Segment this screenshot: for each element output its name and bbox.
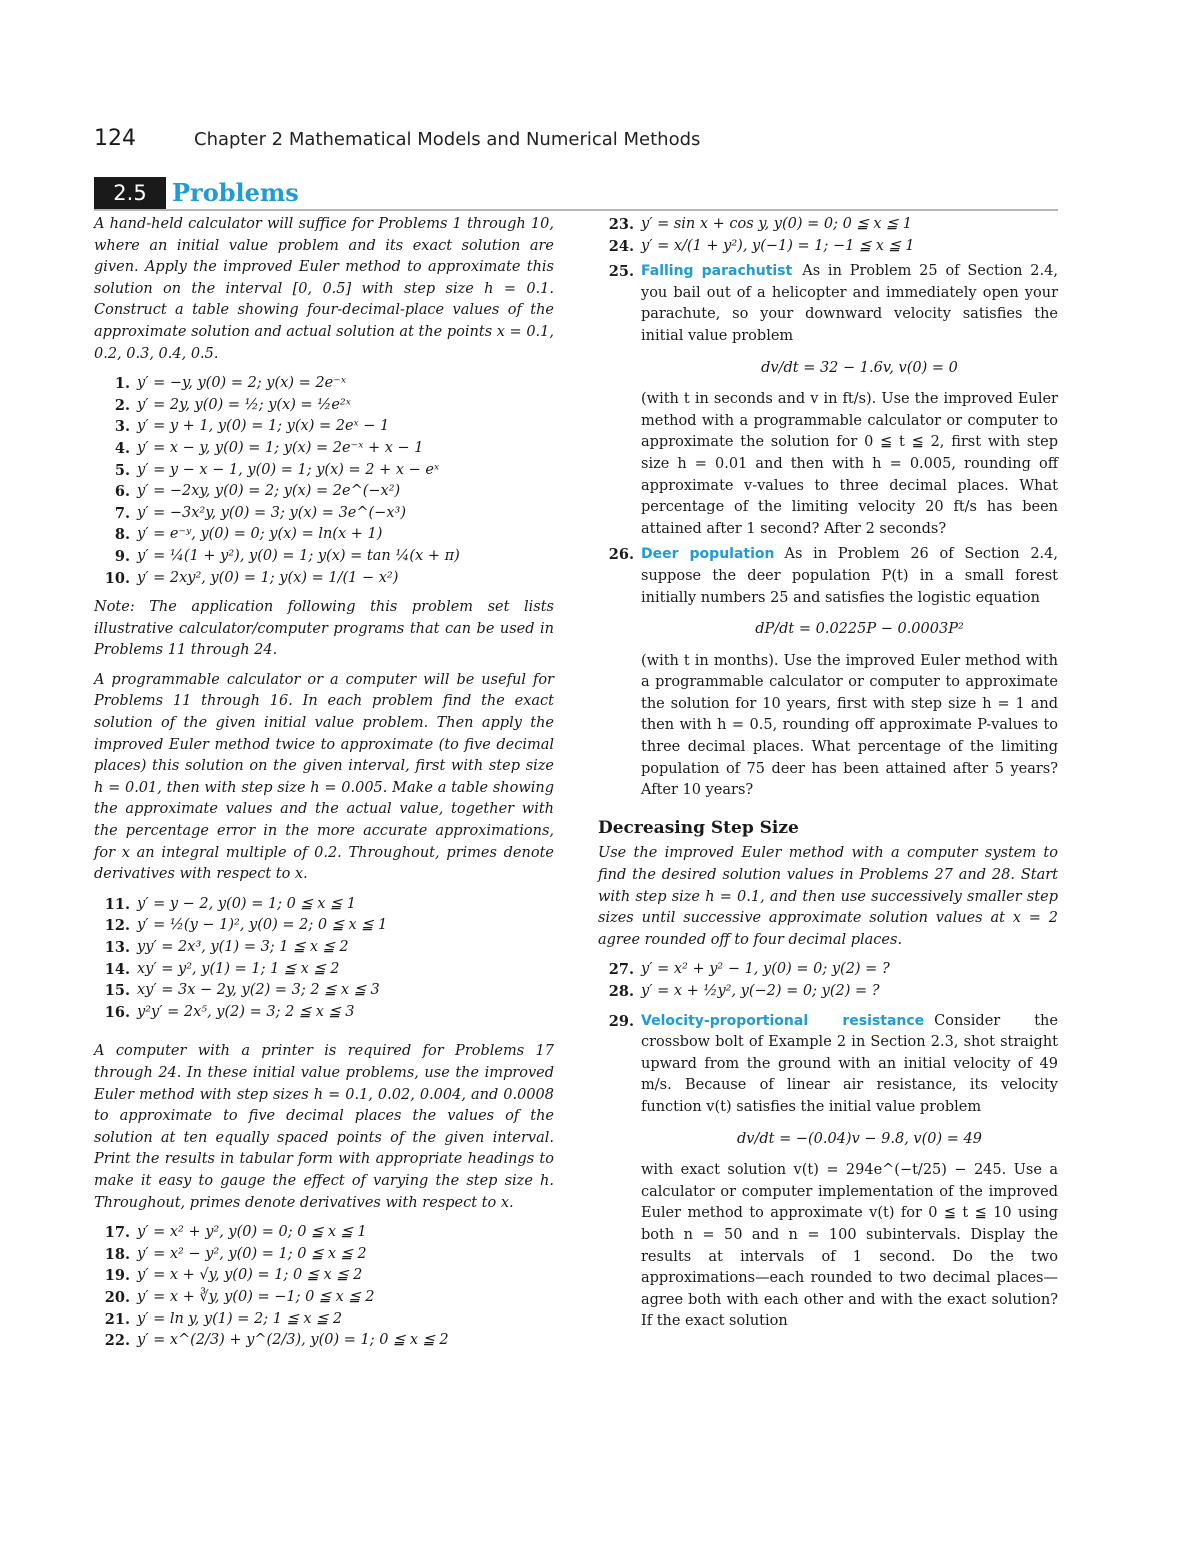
section-heading	[94, 177, 1058, 211]
problem-item	[94, 503, 554, 525]
problem-equation: y′ = y − x − 1, y(0) = 1; y(x) = 2 + x − eˣ	[137, 461, 440, 478]
note: Note: The application following this problem set lists illustrative calculator/computer programs that can be used in Problems 11 through 24.	[94, 599, 554, 659]
problem-equation: y′ = x + ∛y, y(0) = −1; 0 ≦ x ≦ 2	[137, 1288, 375, 1305]
problem-equation: y′ = x² + y² − 1, y(0) = 0; y(2) = ?	[641, 961, 890, 978]
problem-number: 8.	[114, 526, 130, 544]
problem-number: 28.	[608, 983, 634, 1000]
instructions-11-16: A programmable calculator or a computer will be useful for Problems 11 through 16. In each problem find the exact solution of the given initial value problem. Then apply the improved Euler method twice to approximate (to five decimal places) this solution on the given interval, first with step size h = 0.01, then with step size h = 0.005. Make a table showing the approximate values and the actual value, together with the percentage error in the more accurate approximations, for x an integral multiple of 0.2. Throughout, primes denote derivatives with respect to x.	[94, 671, 554, 883]
problem-equation: y′ = x² − y², y(0) = 1; 0 ≦ x ≦ 2	[137, 1245, 367, 1262]
problem-list-11-16	[94, 894, 554, 1024]
section-number: 2.5	[94, 177, 166, 209]
topic-deer-population: Deer population	[641, 546, 775, 563]
problem-number: 3.	[114, 418, 130, 436]
problem-number: 5.	[114, 461, 130, 479]
problem-equation: y′ = 2xy², y(0) = 1; y(x) = 1/(1 − x²)	[137, 569, 399, 586]
problem-equation: y′ = −3x²y, y(0) = 3; y(x) = 3e^(−x³)	[137, 504, 406, 521]
display-equation: dv/dt = 32 − 1.6v, v(0) = 0	[761, 359, 958, 376]
problem-item	[94, 959, 554, 981]
problem-number: 6.	[114, 483, 130, 501]
problem-number: 12.	[104, 917, 130, 935]
display-equation: dP/dt = 0.0225P − 0.0003P²	[755, 621, 964, 638]
problem-equation: y′ = y − 2, y(0) = 1; 0 ≦ x ≦ 1	[137, 895, 357, 912]
problem-text: Consider the crossbow bolt of Example 2 in Section 2.3, shot straight upward from the ground with an initial velocity of 49 m/s. Because of linear air resistance, its velocity function v(t) satisfies the initial value problem	[641, 1012, 1058, 1115]
problem-number: 20.	[104, 1288, 130, 1306]
problem-number: 22.	[104, 1332, 130, 1350]
problem-number: 29.	[608, 1012, 634, 1030]
problem-25	[598, 261, 1058, 540]
problem-equation: y′ = y + 1, y(0) = 1; y(x) = 2eˣ − 1	[137, 418, 390, 435]
problem-number: 27.	[608, 961, 634, 979]
problem-equation: y′ = ¼(1 + y²), y(0) = 1; y(x) = tan ¼(x + π)	[137, 547, 460, 564]
problem-text: (with t in months). Use the improved Euler method with a programmable calculator or computer to approximate the solution for 10 years, first with step size h = 1 and then with h = 0.5, rounding off approximate P-values to three decimal places. What percentage of the limiting population of 75 deer has been attained after 5 years? After 10 years?	[641, 652, 1058, 799]
problem-number: 15.	[104, 982, 130, 1000]
problem-equation: xy′ = 3x − 2y, y(2) = 3; 2 ≦ x ≦ 3	[137, 982, 380, 999]
problem-item	[94, 1222, 554, 1244]
problem-equation: y′ = −y, y(0) = 2; y(x) = 2e⁻ˣ	[137, 375, 346, 392]
problem-equation: y′ = e⁻ʸ, y(0) = 0; y(x) = ln(x + 1)	[137, 526, 383, 543]
problem-number: 24.	[608, 237, 634, 255]
problem-equation: y′ = x + √y, y(0) = 1; 0 ≦ x ≦ 2	[137, 1267, 363, 1284]
topic-velocity-proportional-resistance: Velocity-proportional resistance	[641, 1012, 925, 1029]
problem-item	[94, 1330, 554, 1352]
problem-29	[598, 1011, 1058, 1333]
problem-text: As in Problem 25 of Section 2.4, you bail out of a helicopter and immediately open your parachute, so your downward velocity satisfies the initial value problem	[641, 263, 1058, 344]
problem-item	[94, 1244, 554, 1266]
section-title: Problems	[172, 178, 299, 207]
problem-item	[94, 937, 554, 959]
subsection-title: Decreasing Step Size	[598, 817, 799, 838]
problem-item	[94, 481, 554, 503]
problem-item	[598, 214, 1058, 236]
problem-item	[94, 915, 554, 937]
problem-list-17-22	[94, 1222, 554, 1352]
problem-number: 9.	[114, 547, 130, 565]
problem-item	[94, 980, 554, 1002]
problem-equation: y′ = x² + y², y(0) = 0; 0 ≦ x ≦ 1	[137, 1224, 367, 1241]
left-column	[94, 214, 554, 1360]
problem-text: As in Problem 26 of Section 2.4, suppose the deer population P(t) in a small forest initially numbers 25 and satisfies the logistic equation	[641, 546, 1058, 606]
instructions-27-28: Use the improved Euler method with a computer system to find the desired solution values in Problems 27 and 28. Start with step size h = 0.1, and then use successively smaller step sizes until successive approximate solution values at x = 2 agree rounded off to four decimal places.	[598, 845, 1058, 948]
problem-equation: y′ = x/(1 + y²), y(−1) = 1; −1 ≦ x ≦ 1	[641, 237, 915, 254]
page-number: 124	[94, 126, 136, 151]
problem-item	[94, 373, 554, 395]
topic-falling-parachutist: Falling parachutist	[641, 263, 793, 280]
problem-item	[598, 236, 1058, 258]
problem-equation: xy′ = y², y(1) = 1; 1 ≦ x ≦ 2	[137, 960, 340, 977]
problem-item	[94, 395, 554, 417]
problem-item	[94, 1287, 554, 1309]
problem-item	[94, 438, 554, 460]
problem-item	[94, 1309, 554, 1331]
problem-equation: y′ = 2y, y(0) = ½; y(x) = ½e²ˣ	[137, 396, 351, 413]
problem-number: 23.	[608, 216, 634, 233]
problem-number: 13.	[104, 939, 130, 956]
problem-number: 26.	[608, 546, 634, 564]
chapter-title: Chapter 2 Mathematical Models and Numerical Methods	[194, 129, 701, 150]
problem-item	[94, 1265, 554, 1287]
problem-equation: y²y′ = 2x⁵, y(2) = 3; 2 ≦ x ≦ 3	[137, 1003, 355, 1020]
problem-item	[598, 959, 1058, 981]
problem-list-27-28	[598, 959, 1058, 1002]
problem-equation: y′ = −2xy, y(0) = 2; y(x) = 2e^(−x²)	[137, 483, 401, 500]
problem-26	[598, 544, 1058, 802]
problem-item	[94, 460, 554, 482]
problem-equation: y′ = x − y, y(0) = 1; y(x) = 2e⁻ˣ + x − 1	[137, 439, 424, 456]
problem-equation: y′ = x + ½y², y(−2) = 0; y(2) = ?	[641, 983, 880, 999]
problem-number: 1.	[114, 375, 130, 393]
problem-item	[94, 416, 554, 438]
right-column	[598, 214, 1058, 1337]
problem-text: (with t in seconds and v in ft/s). Use the improved Euler method with a programmable calculator or computer to approximate the solution for 0 ≦ t ≦ 2, first with step size h = 0.01 and then with h = 0.005, rounding off approximate v-values to three decimal places. What percentage of the limiting velocity 20 ft/s has been attained after 1 second? After 2 seconds?	[641, 391, 1058, 537]
instructions-1-10: A hand-held calculator will suffice for Problems 1 through 10, where an initial value problem and its exact solution are given. Apply the improved Euler method to approximate this solution on the interval [0, 0.5] with step size h = 0.1. Construct a table showing four-decimal-place values of the approximate solution and actual solution at the points x = 0.1, 0.2, 0.3, 0.4, 0.5.	[94, 216, 554, 362]
problem-item	[94, 1002, 554, 1024]
problem-list-1-10	[94, 373, 554, 589]
problem-number: 10.	[104, 569, 130, 587]
instructions-17-24: A computer with a printer is required for Problems 17 through 24. In these initial value problems, use the improved Euler method with step sizes h = 0.1, 0.02, 0.004, and 0.0008 to approximate to five decimal places the values of the solution at ten equally spaced points of the given interval. Print the results in tabular form with appropriate headings to make it easy to gauge the effect of varying the step size h. Throughout, primes denote derivatives with respect to x.	[94, 1043, 554, 1211]
problem-number: 11.	[104, 895, 130, 913]
problem-equation: y′ = x^(2/3) + y^(2/3), y(0) = 1; 0 ≦ x ≦ 2	[137, 1332, 449, 1349]
problem-number: 21.	[104, 1310, 130, 1328]
problem-equation: yy′ = 2x³, y(1) = 3; 1 ≦ x ≦ 2	[137, 939, 349, 955]
problem-equation: y′ = ½(y − 1)², y(0) = 2; 0 ≦ x ≦ 1	[137, 917, 388, 934]
problem-number: 17.	[104, 1224, 130, 1242]
problem-number: 18.	[104, 1245, 130, 1263]
problem-number: 19.	[104, 1267, 130, 1285]
problem-text: with exact solution v(t) = 294e^(−t/25) − 245. Use a calculator or computer implementation of the improved Euler method to approximate v(t) for 0 ≦ t ≦ 10 using both n = 50 and n = 100 subintervals. Display the results at intervals of 1 second. Do the two approximations—each rounded to two decimal places—agree both with each other and with the exact solution? If the exact solution	[641, 1162, 1058, 1330]
problem-list-23-24	[598, 214, 1058, 257]
display-equation: dv/dt = −(0.04)v − 9.8, v(0) = 49	[737, 1130, 982, 1147]
problem-number: 16.	[104, 1003, 130, 1021]
problem-number: 14.	[104, 960, 130, 978]
problem-item	[94, 524, 554, 546]
problem-equation: y′ = sin x + cos y, y(0) = 0; 0 ≦ x ≦ 1	[641, 216, 912, 232]
problem-item	[598, 981, 1058, 1003]
problem-item	[94, 894, 554, 916]
problem-equation: y′ = ln y, y(1) = 2; 1 ≦ x ≦ 2	[137, 1310, 343, 1327]
page-header	[94, 126, 700, 156]
problem-number: 25.	[608, 263, 634, 281]
problem-number: 4.	[114, 439, 130, 457]
problem-number: 2.	[114, 396, 130, 414]
problem-number: 7.	[114, 504, 130, 522]
problem-item	[94, 546, 554, 568]
problem-item	[94, 568, 554, 590]
